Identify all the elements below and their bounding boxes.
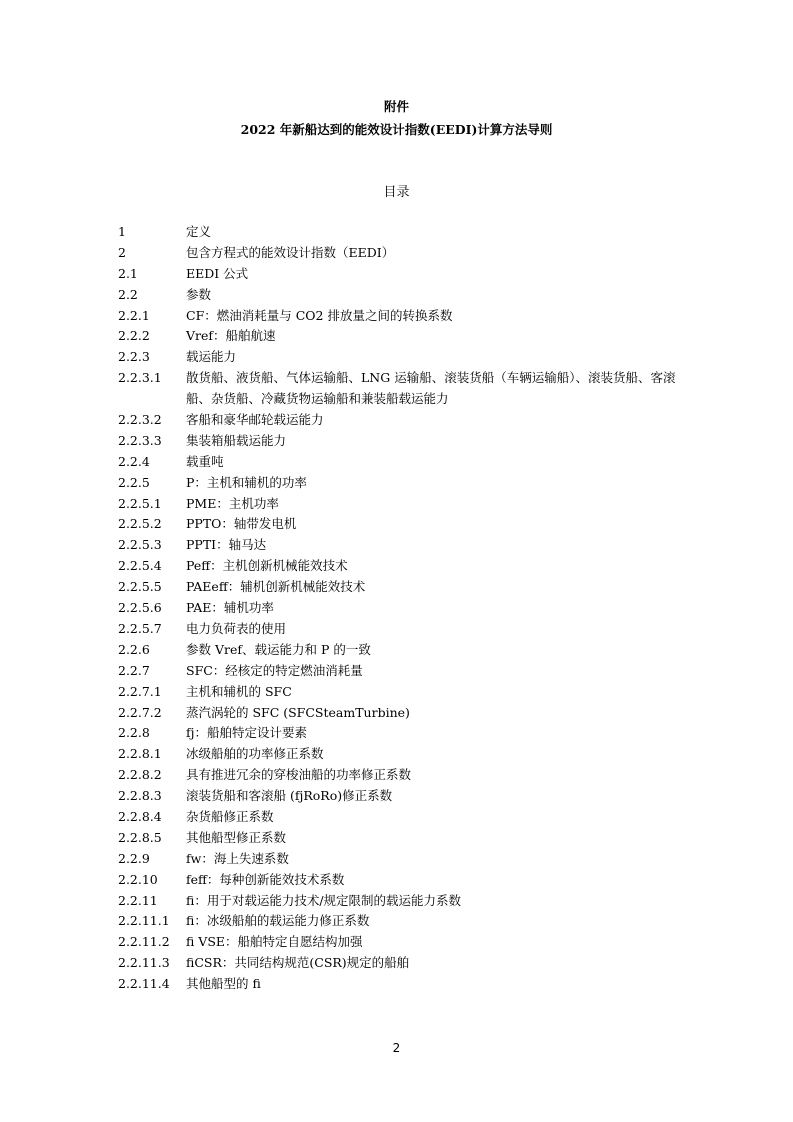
toc-entry-title: 载重吨	[186, 453, 224, 469]
toc-entry[interactable]	[0, 703, 793, 724]
toc-entry[interactable]	[0, 494, 793, 515]
toc-entry[interactable]	[0, 452, 793, 473]
document-title: 2022 年新船达到的能效设计指数(EEDI)计算方法导则	[240, 122, 553, 137]
toc-entry-number: 2.2.8.4	[118, 808, 162, 824]
toc-entry-title: SFC：经核定的特定燃油消耗量	[186, 662, 363, 678]
toc-entry[interactable]	[0, 786, 793, 807]
toc-entry[interactable]	[0, 807, 793, 828]
toc-entry-number: 2.2.5.2	[118, 516, 162, 532]
toc-entry-number: 2.2.11.1	[118, 913, 170, 929]
toc-entry-title: P：主机和辅机的功率	[186, 474, 307, 490]
toc-entry-number: 2.2.7.2	[118, 704, 162, 720]
toc-entry[interactable]	[0, 723, 793, 744]
toc-entry-title: 散货船、液货船、气体运输船、LNG 运输船、滚装货船（车辆运输船）、滚装货船、客滚船、杂货船、冷藏货物运输船和兼装船载运能力	[186, 370, 676, 407]
page-number: 2	[392, 1041, 401, 1055]
toc-entry-title: CF：燃油消耗量与 CO2 排放量之间的转换系数	[186, 307, 453, 323]
toc-entry[interactable]	[0, 598, 793, 619]
toc-entry-title: 其他船型修正系数	[186, 829, 287, 845]
toc-entry-title: PAEeff：辅机创新机械能效技术	[186, 579, 366, 595]
toc-entry-title: 电力负荷表的使用	[186, 620, 287, 636]
toc-entry-number: 2.2.7	[118, 662, 150, 678]
toc-entry[interactable]	[0, 765, 793, 786]
toc-entry-title: 滚装货船和客滚船 (fjRoRo)修正系数	[186, 788, 393, 804]
toc-entry[interactable]	[0, 682, 793, 703]
toc-entry-number: 2.2.1	[118, 307, 150, 323]
toc-entry-number: 2.2.3.3	[118, 432, 162, 448]
toc-entry[interactable]	[0, 326, 793, 347]
toc-entry[interactable]	[0, 264, 793, 285]
toc-entry[interactable]	[0, 619, 793, 640]
toc-entry[interactable]	[0, 222, 793, 243]
toc-entry[interactable]	[0, 911, 793, 932]
toc-entry[interactable]	[0, 535, 793, 556]
toc-entry[interactable]	[0, 306, 793, 327]
toc-entry-title: 其他船型的 fi	[186, 976, 261, 992]
toc-entry[interactable]	[0, 243, 793, 264]
toc-entry-title: fi VSE：船舶特定自愿结构加强	[186, 934, 363, 950]
toc-entry-title: 客船和豪华邮轮载运能力	[186, 412, 324, 428]
toc-entry[interactable]	[0, 870, 793, 891]
toc-entry-number: 2.2.5.6	[118, 600, 162, 616]
toc-entry[interactable]	[0, 410, 793, 431]
toc-entry-title: 蒸汽涡轮的 SFC (SFCSteamTurbine)	[186, 704, 410, 720]
toc-entry-title: fi：用于对载运能力技术/规定限制的载运能力系数	[186, 892, 462, 908]
toc-entry-title: 冰级船舶的功率修正系数	[186, 746, 324, 762]
toc-entry-number: 2.2	[118, 286, 138, 302]
toc-entry-number: 2.2.5.3	[118, 537, 162, 553]
toc-entry-number: 2.2.11	[118, 892, 158, 908]
toc-entry-number: 2.2.8.3	[118, 788, 162, 804]
toc-entry[interactable]	[0, 514, 793, 535]
toc-entry-number: 2.2.10	[118, 871, 158, 887]
toc-entry-number: 2.2.6	[118, 641, 150, 657]
toc-entry-title: feff：每种创新能效技术系数	[186, 871, 345, 887]
toc-entry[interactable]	[0, 974, 793, 995]
toc-entry-number: 2.2.5.7	[118, 620, 162, 636]
toc-entry[interactable]	[0, 473, 793, 494]
toc-entry-number: 2.1	[118, 265, 138, 281]
toc-heading: 目录	[383, 185, 410, 200]
toc-entry-title: Vref：船舶航速	[186, 328, 276, 344]
toc-entry-title: 具有推进冗余的穿梭油船的功率修正系数	[186, 767, 412, 783]
toc-entry-title: fiCSR：共同结构规范(CSR)规定的船舶	[186, 955, 410, 971]
toc-entry-title: PAE：辅机功率	[186, 600, 274, 616]
table-of-contents	[0, 222, 793, 995]
toc-entry-title: PPTO：轴带发电机	[186, 516, 297, 532]
toc-entry-title: EEDI 公式	[186, 265, 249, 281]
toc-entry-title: 集装箱船载运能力	[186, 432, 287, 448]
toc-entry-number: 2	[118, 244, 126, 260]
toc-entry-number: 2.2.3	[118, 349, 150, 365]
toc-entry[interactable]	[0, 347, 793, 368]
toc-entry-title: PPTI：轴马达	[186, 537, 267, 553]
toc-entry-number: 2.2.2	[118, 328, 150, 344]
toc-entry[interactable]	[0, 640, 793, 661]
toc-entry-title: PME：主机功率	[186, 495, 279, 511]
toc-entry[interactable]	[0, 556, 793, 577]
toc-entry-number: 2.2.8.1	[118, 746, 162, 762]
toc-entry-title: 包含方程式的能效设计指数（EEDI）	[186, 244, 395, 260]
toc-entry[interactable]	[0, 368, 793, 410]
toc-entry-number: 2.2.7.1	[118, 683, 162, 699]
toc-entry-number: 2.2.11.4	[118, 976, 170, 992]
toc-entry-number: 2.2.3.1	[118, 370, 162, 386]
toc-entry-title: 主机和辅机的 SFC	[186, 683, 292, 699]
toc-entry-title: fi：冰级船舶的载运能力修正系数	[186, 913, 370, 929]
toc-entry-number: 2.2.5	[118, 474, 150, 490]
toc-entry-title: 参数	[186, 286, 212, 302]
toc-entry[interactable]	[0, 661, 793, 682]
toc-entry[interactable]	[0, 953, 793, 974]
toc-entry-title: 杂货船修正系数	[186, 808, 274, 824]
toc-entry-title: fw：海上失速系数	[186, 850, 289, 866]
toc-entry-title: fj：船舶特定设计要素	[186, 725, 308, 741]
toc-entry-number: 2.2.9	[118, 850, 150, 866]
toc-entry[interactable]	[0, 891, 793, 912]
toc-entry[interactable]	[0, 577, 793, 598]
toc-entry-number: 2.2.5.5	[118, 579, 162, 595]
toc-entry-number: 2.2.5.1	[118, 495, 162, 511]
toc-entry[interactable]	[0, 285, 793, 306]
toc-entry-number: 2.2.4	[118, 453, 150, 469]
toc-entry-number: 2.2.8	[118, 725, 150, 741]
toc-entry[interactable]	[0, 932, 793, 953]
toc-entry-title: 参数 Vref、载运能力和 P 的一致	[186, 641, 371, 657]
toc-entry-number: 2.2.5.4	[118, 558, 162, 574]
toc-entry-number: 1	[118, 224, 126, 239]
toc-entry[interactable]	[0, 431, 793, 452]
toc-entry[interactable]	[0, 828, 793, 849]
toc-entry[interactable]	[0, 744, 793, 765]
toc-entry-number: 2.2.3.2	[118, 412, 162, 428]
toc-entry-number: 2.2.11.3	[118, 955, 170, 971]
toc-entry-title: Peff：主机创新机械能效技术	[186, 558, 348, 574]
annex-label: 附件	[383, 99, 409, 114]
toc-entry-number: 2.2.8.5	[118, 829, 162, 845]
toc-entry-number: 2.2.8.2	[118, 767, 162, 783]
toc-entry[interactable]	[0, 849, 793, 870]
toc-entry-title: 定义	[186, 224, 212, 239]
toc-entry-title: 载运能力	[186, 349, 237, 365]
toc-entry-number: 2.2.11.2	[118, 934, 170, 950]
